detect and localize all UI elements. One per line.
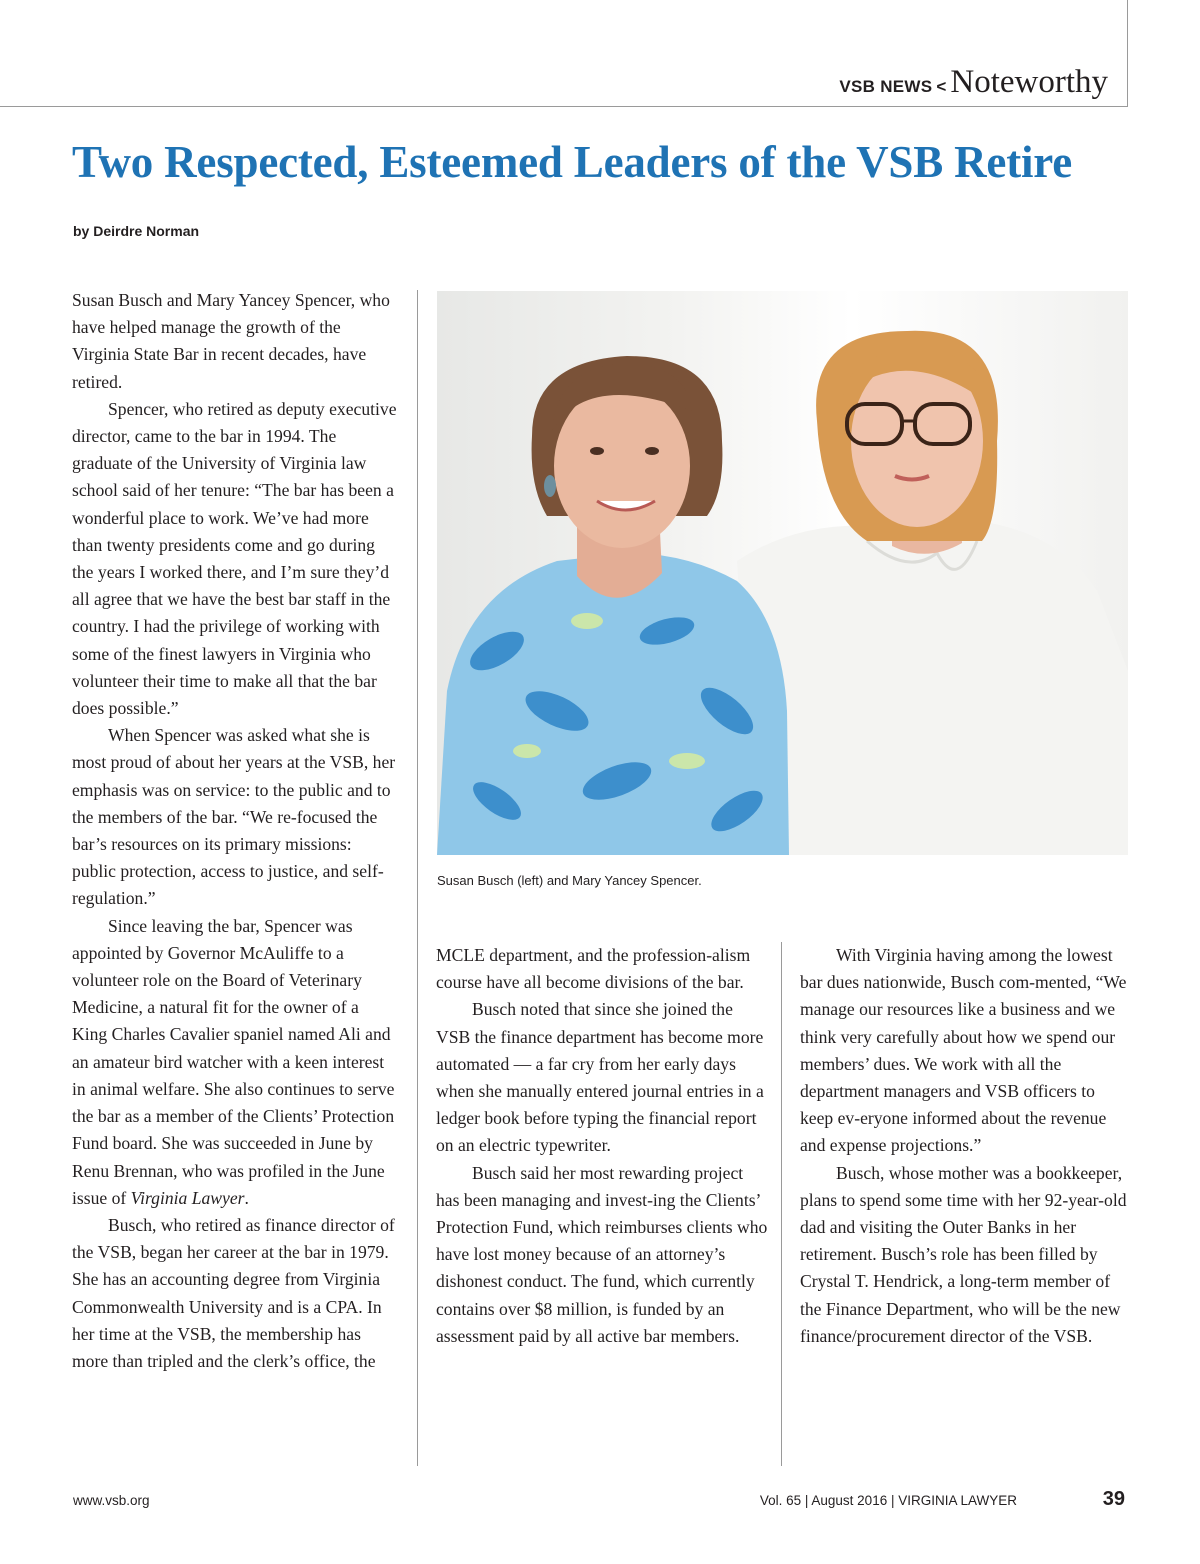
article-title: Two Respected, Esteemed Leaders of the VSB Retire: [72, 137, 1073, 187]
header-rule: [0, 106, 1128, 107]
header-side-rule: [1127, 0, 1128, 107]
page-number: 39: [1102, 1488, 1125, 1510]
article-photo: [437, 291, 1128, 855]
footer-url[interactable]: www.vsb.org: [73, 1493, 150, 1508]
paragraph: Spencer, who retired as deputy executive director, came to the bar in 1994. The graduate of the University of Virginia law school said of her tenure: “The bar has been a wonderful place to work. We’ve had more than twenty presidents come and go during the years I worked there, and I’m sure they’d all agree that we have the best bar staff in the country. I had the privilege of working with some of the finest lawyers in Virginia who volunteer their time to make all that the bar does possible.”: [72, 398, 397, 719]
paragraph: When Spencer was asked what she is most proud of about her years at the VSB, her emphasis was on service: to the public and to the members of the bar. “We re-focused the bar’s resources on its primary missions: public protection, access to justice, and self-regulation.”: [72, 725, 396, 909]
article-column-3: [800, 942, 1128, 1350]
paragraph-text: Since leaving the bar, Spencer was appointed by Governor McAuliffe to a volunteer role on the Board of Veterinary Medicine, a natural fit for the owner of a King Charles Cavalier spaniel named Ali and an amateur bird watcher with a keen interest in animal welfare. She also continues to serve the bar as a member of the Clients’ Protection Fund board. She was succeeded in June by Renu Brennan, who was profiled in the June issue of: [72, 915, 395, 1208]
photo-illustration: [437, 291, 1128, 855]
section-label: [839, 64, 1108, 101]
photo-caption: Susan Busch (left) and Mary Yancey Spencer.: [437, 873, 702, 888]
article-column-1: [72, 287, 398, 1375]
paragraph: Susan Busch and Mary Yancey Spencer, who have helped manage the growth of the Virginia State Bar in recent decades, have retired.: [72, 290, 390, 392]
column-divider: [781, 942, 782, 1466]
paragraph: Busch said her most rewarding project has been managing and invest-ing the Clients’ Protection Fund, which reimburses clients who have lost money because of an attorney’s dishonest conduct. The fund, which currently contains over $8 million, is funded by an assessment paid by all active bar members.: [436, 1162, 768, 1346]
paragraph: MCLE department, and the profession-alism course have all become divisions of the bar.: [436, 945, 751, 993]
paragraph: With Virginia having among the lowest bar dues nationwide, Busch com-mented, “We manage our resources like a business and we think very carefully about how we spend our members’ dues. We work with all the department managers and VSB officers to keep ev-eryone informed about the revenue and expense projections.”: [800, 945, 1127, 1156]
section-name: Noteworthy: [950, 64, 1108, 100]
footer-issue-info: Vol. 65 | August 2016 | VIRGINIA LAWYER: [759, 1493, 1017, 1508]
paragraph: [72, 913, 398, 1212]
paragraph: Busch, whose mother was a bookkeeper, plans to spend some time with her 92-year-old dad and visiting the Outer Banks in her retirement. Busch’s role has been filled by Crystal T. Hendrick, a long-term member of the Finance Department, who will be the new finance/procurement director of the VSB.: [800, 1162, 1127, 1346]
column-divider: [417, 290, 418, 1466]
article-byline: by Deirdre Norman: [73, 223, 200, 239]
publication-name: Virginia Lawyer: [130, 1187, 245, 1208]
section-separator: <: [936, 77, 947, 96]
paragraph-text: .: [244, 1187, 249, 1208]
paragraph: Busch noted that since she joined the VSB the finance department has become more automated — a far cry from her early days when she manually entered journal entries in a ledger book before typing the financial report on an electric typewriter.: [436, 999, 764, 1156]
section-kicker: VSB NEWS: [839, 77, 933, 96]
article-column-2: [436, 942, 768, 1350]
paragraph: Busch, who retired as finance director of the VSB, began her career at the bar in 1979. She has an accounting degree from Virginia Commonwealth University and is a CPA. In her time at the VSB, the membership has more than tripled and the clerk’s office, the: [72, 1214, 395, 1371]
